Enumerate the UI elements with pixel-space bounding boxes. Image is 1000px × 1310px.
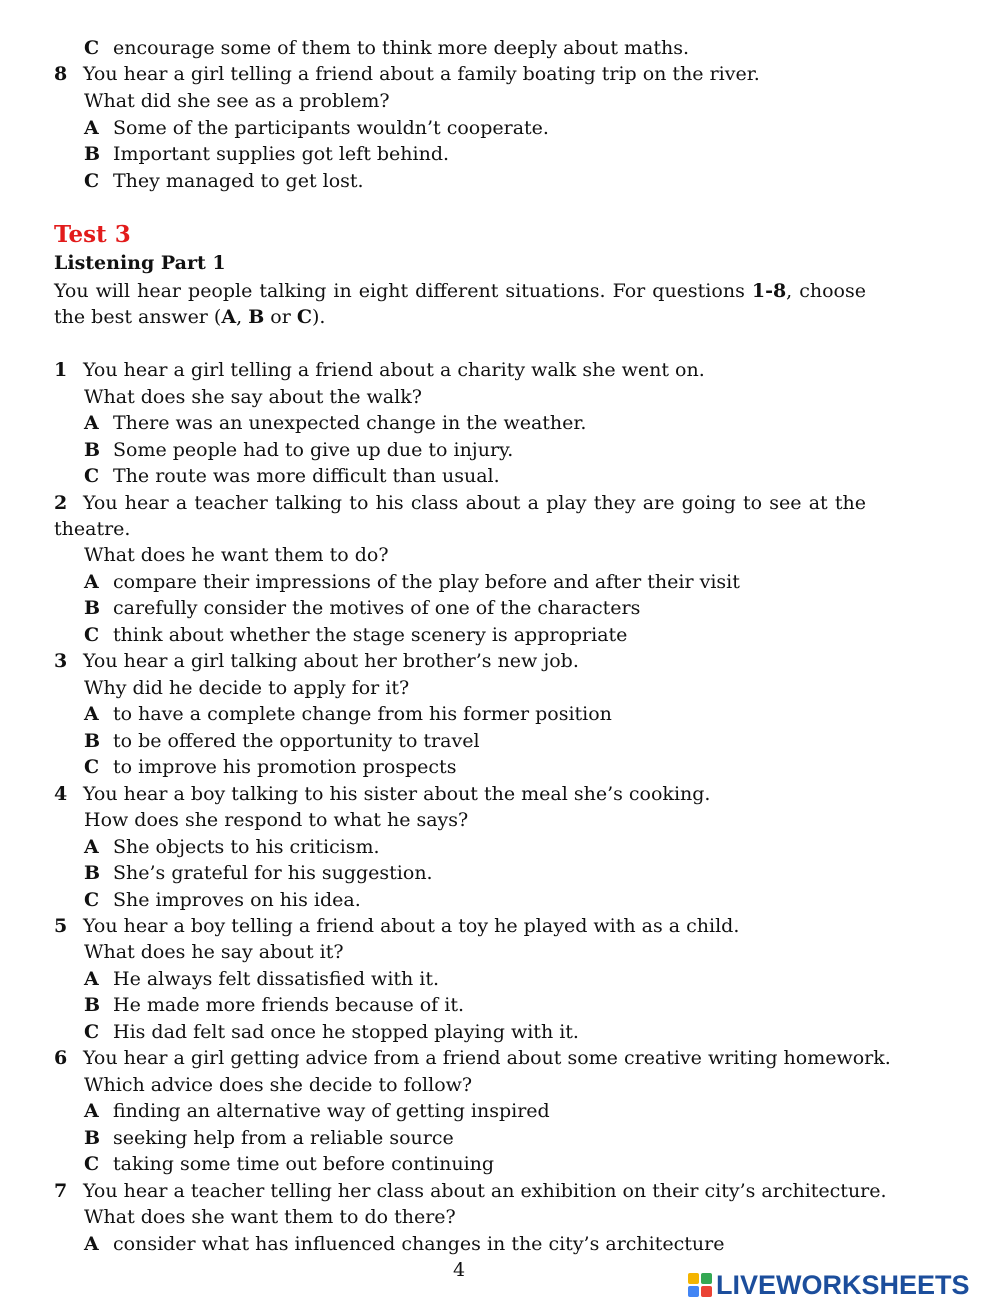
option-line (84, 437, 513, 463)
test-title: Test 3 (54, 221, 131, 248)
option-line (84, 168, 364, 194)
option-text: to improve his promotion prospects (113, 756, 457, 778)
option-letter: C (84, 1153, 100, 1175)
option-letter: C (84, 37, 100, 59)
option-letter: B (84, 143, 101, 165)
option-letter: A (84, 117, 99, 139)
option-line (84, 141, 449, 167)
option-letter: C (84, 465, 100, 487)
option-text: think about whether the stage scenery is appropriate (113, 624, 628, 646)
option-line (84, 569, 740, 595)
option-letter: B (84, 994, 101, 1016)
option-text: He made more friends because of it. (113, 994, 464, 1016)
option-line (84, 992, 464, 1018)
question-number: 1 (54, 359, 68, 381)
question-number: 7 (54, 1180, 68, 1202)
question-prompt (54, 61, 760, 87)
option-text: consider what has influenced changes in the city’s architecture (113, 1233, 725, 1255)
question-number: 8 (54, 63, 68, 85)
question-prompt-text: You hear a girl telling a friend about a charity walk she went on. (83, 359, 705, 381)
option-text: carefully consider the motives of one of the characters (113, 597, 641, 619)
option-line (84, 115, 549, 141)
option-text: His dad felt sad once he stopped playing with it. (113, 1021, 579, 1043)
option-text: compare their impressions of the play before and after their visit (113, 571, 740, 593)
option-line (84, 1019, 579, 1045)
section-heading: Listening Part 1 (54, 252, 226, 274)
option-letter: B (84, 862, 101, 884)
question-prompt (54, 1178, 887, 1204)
question-number: 4 (54, 783, 68, 805)
option-letter: A (84, 703, 99, 725)
option-line (84, 1231, 724, 1257)
question-prompt (54, 781, 710, 807)
option-letter: C (84, 170, 100, 192)
option-line (84, 860, 433, 886)
option-letter: A (84, 412, 99, 434)
option-line (84, 728, 480, 754)
option-text: Some of the participants wouldn’t cooperate. (113, 117, 549, 139)
option-text: to be offered the opportunity to travel (113, 730, 480, 752)
option-line (84, 754, 456, 780)
question-prompt-text: You hear a teacher talking to his class about a play they are going to see at the theatre. (54, 492, 866, 540)
option-line (84, 622, 627, 648)
question-stem: What does she want them to do there? (84, 1206, 456, 1228)
option-letter: B (84, 1127, 101, 1149)
question-prompt-text: You hear a boy talking to his sister about the meal she’s cooking. (83, 783, 711, 805)
question-number: 3 (54, 650, 68, 672)
option-letter: C (84, 889, 100, 911)
option-letter: C (84, 756, 100, 778)
liveworksheets-logo[interactable] (688, 1267, 970, 1303)
option-letter: B (84, 730, 101, 752)
question-stem: What does she say about the walk? (84, 386, 422, 408)
question-prompt (54, 913, 739, 939)
option-text: encourage some of them to think more deeply about maths. (113, 37, 690, 59)
option-line (84, 1098, 550, 1124)
question-stem: How does she respond to what he says? (84, 809, 469, 831)
option-letter: B (84, 439, 101, 461)
option-text: There was an unexpected change in the weather. (113, 412, 587, 434)
question-prompt-text: You hear a girl talking about her brother’s new job. (83, 650, 579, 672)
option-letter: C (84, 624, 100, 646)
question-stem: Which advice does she decide to follow? (84, 1074, 473, 1096)
option-line (84, 595, 640, 621)
option-line (84, 410, 586, 436)
option-line (84, 35, 689, 61)
option-text: taking some time out before continuing (113, 1153, 495, 1175)
option-letter: C (84, 1021, 100, 1043)
question-prompt (54, 648, 579, 674)
question-stem: What does he say about it? (84, 941, 344, 963)
option-letter: A (84, 1100, 99, 1122)
question-prompt-text: You hear a girl telling a friend about a family boating trip on the river. (83, 63, 760, 85)
option-line (84, 887, 361, 913)
option-text: She improves on his idea. (113, 889, 361, 911)
question-prompt (54, 490, 866, 542)
option-line (84, 1125, 454, 1151)
question-stem: Why did he decide to apply for it? (84, 677, 410, 699)
question-prompt-text: You hear a girl getting advice from a friend about some creative writing homework. (83, 1047, 891, 1069)
question-number: 2 (54, 492, 68, 514)
option-letter: A (84, 836, 99, 858)
option-line (84, 834, 380, 860)
question-number: 5 (54, 915, 68, 937)
option-text: She objects to his criticism. (113, 836, 380, 858)
option-text: They managed to get lost. (113, 170, 364, 192)
page-number: 4 (453, 1259, 466, 1281)
option-line (84, 463, 500, 489)
option-text: finding an alternative way of getting inspired (113, 1100, 550, 1122)
question-number: 6 (54, 1047, 68, 1069)
option-text: He always felt dissatisfied with it. (113, 968, 440, 990)
logo-text: LIVEWORKSHEETS (716, 1269, 970, 1300)
question-stem: What does he want them to do? (84, 544, 389, 566)
option-text: to have a complete change from his former position (113, 703, 612, 725)
logo-grid-icon (688, 1273, 712, 1297)
option-text: seeking help from a reliable source (113, 1127, 454, 1149)
question-prompt (54, 1045, 891, 1071)
option-line (84, 966, 439, 992)
question-stem: What did she see as a problem? (84, 90, 390, 112)
option-line (84, 701, 612, 727)
option-letter: A (84, 1233, 99, 1255)
option-text: Some people had to give up due to injury. (113, 439, 514, 461)
option-text: The route was more difficult than usual. (113, 465, 500, 487)
question-prompt (54, 357, 705, 383)
instructions: You will hear people talking in eight different situations. For questions 1-8, choose the best answer (A, B or C). (54, 280, 866, 328)
option-text: She’s grateful for his suggestion. (113, 862, 433, 884)
question-prompt-text: You hear a boy telling a friend about a toy he played with as a child. (83, 915, 740, 937)
option-letter: A (84, 968, 99, 990)
option-line (84, 1151, 494, 1177)
question-prompt-text: You hear a teacher telling her class about an exhibition on their city’s architecture. (83, 1180, 887, 1202)
option-letter: B (84, 597, 101, 619)
option-letter: A (84, 571, 99, 593)
option-text: Important supplies got left behind. (113, 143, 450, 165)
